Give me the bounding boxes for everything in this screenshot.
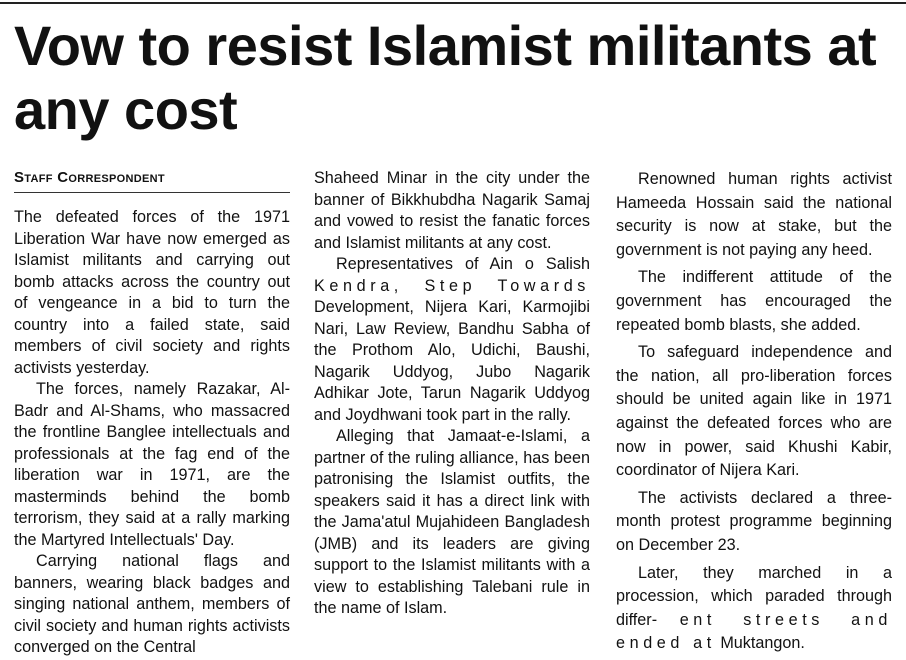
article-column-1 (14, 168, 290, 659)
paragraph: Alleging that Jamaat-e-Islami, a partner of the ruling alliance, has been patronising the Islamist outfits, the speakers said it has a direct link with the Jama'atul Mujahideen Bangladesh (JMB) and its leaders are giving support to the Islamist militants with a view to establishing Talebani rule in the name of Islam. (314, 427, 590, 617)
paragraph: To safeguard independence and the nation, all pro-liberation forces should be united again like in 1971 against the defeated forces who are now in power, said Khushi Kabir, coordinator of Nijera Kari. (616, 343, 892, 480)
paragraph-text: Representatives of Ain o Salish (336, 255, 590, 273)
article-column-3 (616, 168, 892, 660)
paragraph: Renowned human rights activist Hameeda Hossain said the national security is now at stake, but the government is not paying any heed. (616, 170, 892, 259)
byline: Staff Correspondent (14, 168, 290, 193)
paragraph: The defeated forces of the 1971 Liberation War have now emerged as Islamist militants and carrying out bomb attacks across the country out of vengeance in a bid to turn the country into a failed state, said members of civil society and rights activists yesterday. (14, 208, 290, 377)
paragraph: The indifferent attitude of the government has encouraged the repeated bomb blasts, she added. (616, 268, 892, 334)
article-column-2 (314, 168, 590, 620)
paragraph: The forces, namely Razakar, Al-Badr and Al-Shams, who massacred the frontline Banglee intellectuals and professionals at the fag end of the liberation war in 1971, are the masterminds behind the bomb terrorism, they said at a rally marking the Martyred Intellectuals' Day. (14, 380, 290, 549)
paragraph-text-spaced: Kendra, Step Towards (314, 276, 590, 295)
paragraph-text-spaced: ent streets and ended at (616, 610, 892, 653)
paragraph-text: Later, they marched in a procession, which paraded through differ- (616, 563, 892, 629)
paragraph: Carrying national flags and banners, wearing black badges and singing national anthem, members of civil society and human rights activists converged on the Central (14, 552, 290, 656)
paragraph: Shaheed Minar in the city under the banner of Bikkhubdha Nagarik Samaj and vowed to resist the fanatic forces and Islamist militants at any cost. (314, 169, 590, 252)
top-rule (0, 2, 906, 4)
paragraph-text: Development, Nijera Kari, Karmojibi Nari, Law Review, Bandhu Sabha of the Prothom Alo, Udichi, Baushi, Nagarik Uddyog, Jubo Nagarik Adhikar Jote, Tarun Nagarik Uddyog and Joydhwani took part in the rally. (314, 298, 590, 424)
paragraph (616, 562, 892, 656)
paragraph-text: Muktangon. (720, 634, 805, 653)
paragraph: The activists declared a three-month protest programme beginning on December 23. (616, 488, 892, 554)
paragraph (314, 254, 590, 426)
headline: Vow to resist Islamist militants at any cost (14, 14, 877, 141)
